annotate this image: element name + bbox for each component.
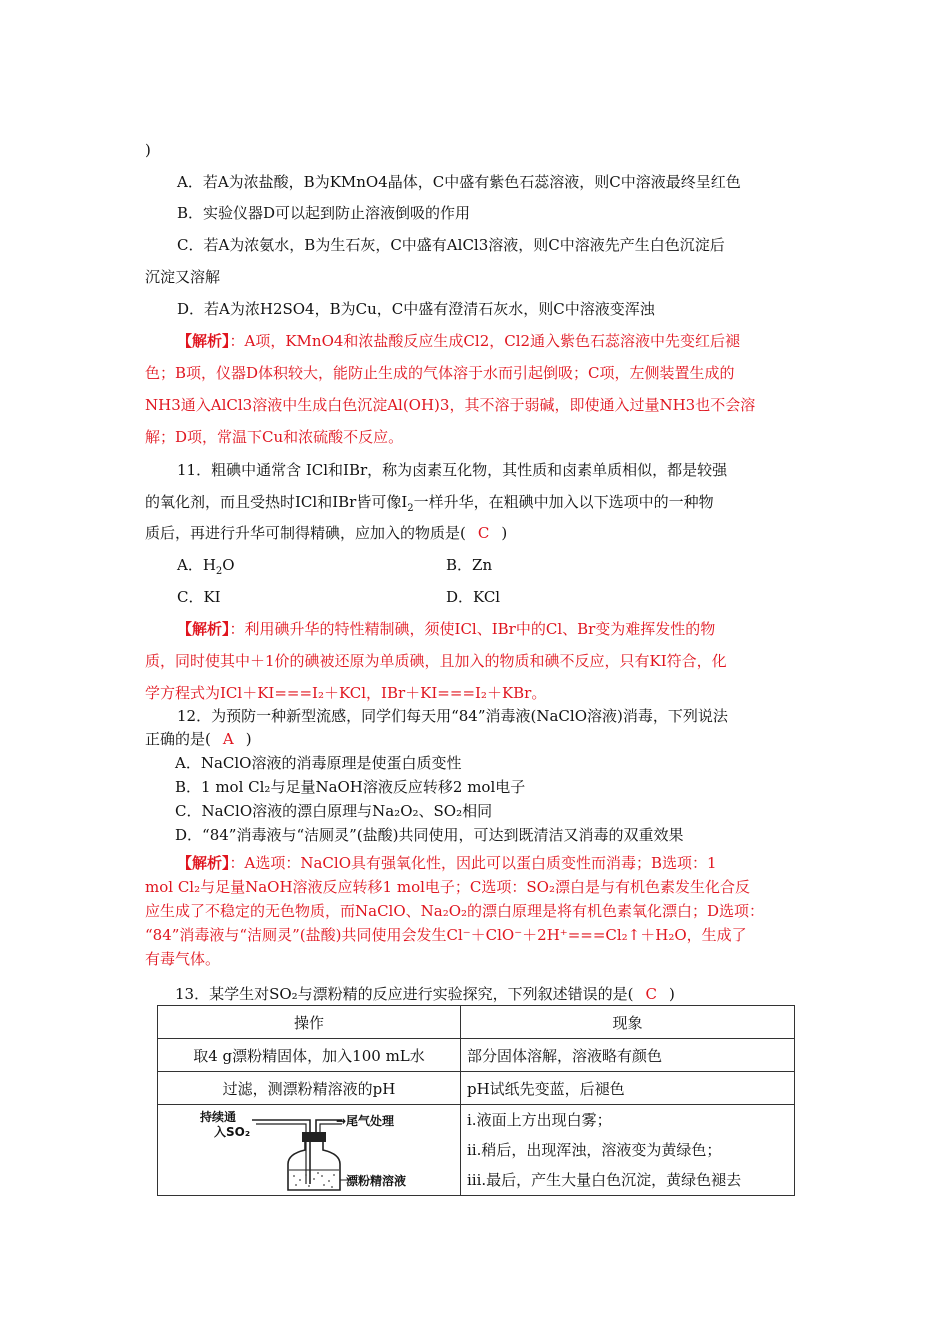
table-row: [158, 1039, 795, 1072]
q11-analysis-label: 【解析】: [177, 620, 230, 638]
q10-option-c-line1: C．若A为浓氨水，B为生石灰，C中盛有AlCl3溶液，则C中溶液先产生白色沉淀后: [177, 236, 725, 254]
diagram-label-inlet-2: 入SO₂: [214, 1125, 251, 1139]
q12-analysis-line4: “84”消毒液与“洁厕灵”(盐酸)共同使用会发生Cl⁻＋ClO⁻＋2H⁺===Cl₂↑＋H₂O，生成了: [145, 926, 747, 944]
table-cell-operation: 取4 g漂粉精固体，加入100 mL水: [158, 1039, 461, 1072]
q11-analysis-line1: 【解析】：利用碘升华的特性精制碘，须使ICl、IBr中的Cl、Br变为难挥发性的物: [177, 620, 716, 638]
q12-answer: A: [222, 730, 234, 748]
observation-item: ⅲ.最后，产生大量白色沉淀，黄绿色褪去: [467, 1171, 742, 1189]
apparatus-diagram: [158, 1106, 460, 1194]
observation-item: ⅱ.稍后，出现浑浊，溶液变为黄绿色；: [467, 1141, 722, 1159]
table-header-row: [158, 1006, 795, 1039]
q10-tail: ): [145, 141, 151, 159]
q13-experiment-table: [157, 1005, 795, 1196]
q12-option-d: D．“84”消毒液与“洁厕灵”(盐酸)共同使用，可达到既清洁又消毒的双重效果: [175, 826, 684, 844]
q10-analysis-line2: 色；B项，仪器D体积较大，能防止生成的气体溶于水而引起倒吸；C项，左侧装置生成的: [145, 364, 735, 382]
observation-item: ⅰ.液面上方出现白雾；: [467, 1111, 612, 1129]
q10-option-d: D．若A为浓H2SO4，B为Cu，C中盛有澄清石灰水，则C中溶液变浑浊: [177, 300, 655, 318]
q10-analysis-label: 【解析】: [177, 332, 230, 350]
q13-answer: C: [645, 985, 658, 1003]
q11-analysis-line2: 质，同时使其中＋1价的碘被还原为单质碘，且加入的物质和碘不反应，只有KI符合，化: [145, 652, 727, 670]
q12-option-a: A．NaClO溶液的消毒原理是使蛋白质变性: [175, 754, 462, 772]
q11-answer: C: [477, 524, 490, 542]
q12-analysis-line5: 有毒气体。: [145, 950, 221, 968]
table-header-phenomenon: 现象: [461, 1006, 795, 1039]
q11-stem-line3: 质后，再进行升华可制得精碘，应加入的物质是( C ): [145, 524, 508, 542]
q11-stem-line1: 11．粗碘中通常含 ICl和IBr，称为卤素互化物，其性质和卤素单质相似，都是较强: [177, 461, 728, 479]
q10-analysis-line3: NH3通入AlCl3溶液中生成白色沉淀Al(OH)3，其不溶于弱碱，即使通入过量NH3也不会溶: [145, 396, 756, 414]
q10-option-b: B．实验仪器D可以起到防止溶液倒吸的作用: [177, 204, 471, 222]
q13-stem: 13．某学生对SO₂与漂粉精的反应进行实验探究，下列叙述错误的是( C ): [175, 985, 675, 1003]
q12-analysis-line2: mol Cl₂与足量NaOH溶液反应转移1 mol电子；C选项：SO₂漂白是与有机色素发生化合反: [145, 878, 750, 896]
q10-option-a: A．若A为浓盐酸，B为KMnO4晶体，C中盛有紫色石蕊溶液，则C中溶液最终呈红色: [177, 173, 741, 191]
q10-analysis-line4: 解；D项，常温下Cu和浓硫酸不反应。: [145, 428, 404, 446]
q12-option-c: C．NaClO溶液的漂白原理与Na₂O₂、SO₂相同: [175, 802, 493, 820]
diagram-label-exhaust: →尾气处理: [336, 1114, 395, 1128]
q11-option-a: A．$H_2O$: [177, 556, 235, 577]
q11-stem-line2: 的氧化剂，而且受热时ICl和IBr皆可像$I_2$一样升华，在粗碘中加入以下选项中的一种物: [145, 493, 714, 514]
q10-option-c-line2: 沉淀又溶解: [145, 268, 221, 286]
q11-option-b: B．Zn: [446, 556, 493, 574]
q12-stem-line1: 12．为预防一种新型流感，同学们每天用“84”消毒液(NaClO溶液)消毒，下列说法: [177, 707, 728, 725]
table-cell-phenomenon: 部分固体溶解，溶液略有颜色: [461, 1039, 795, 1072]
q12-analysis-line3: 应生成了不稳定的无色物质，而NaClO、Na₂O₂的漂白原理是将有机色素氧化漂白；D选项：: [145, 902, 765, 920]
table-cell-apparatus: [158, 1105, 461, 1196]
diagram-label-inlet-1: 持续通: [200, 1110, 237, 1124]
q11-analysis-line3: 学方程式为ICl＋KI===I₂＋KCl，IBr＋KI===I₂＋KBr。: [145, 684, 547, 702]
q12-stem-line2: 正确的是( A ): [145, 730, 252, 748]
diagram-label-solution: 漂粉精溶液: [346, 1174, 407, 1188]
table-row: [158, 1072, 795, 1105]
table-row: [158, 1105, 795, 1196]
q12-option-b: B．1 mol Cl₂与足量NaOH溶液反应转移2 mol电子: [175, 778, 526, 796]
table-cell-observations: [461, 1105, 795, 1196]
table-header-operation: 操作: [158, 1006, 461, 1039]
q11-option-d: D．KCl: [446, 588, 501, 606]
table-cell-operation: 过滤，测漂粉精溶液的pH: [158, 1072, 461, 1105]
q12-analysis-label: 【解析】: [177, 854, 230, 872]
q10-analysis-line1: 【解析】：A项，KMnO4和浓盐酸反应生成Cl2，Cl2通入紫色石蕊溶液中先变红后褪: [177, 332, 741, 350]
q12-analysis-line1: 【解析】：A选项：NaClO具有强氧化性，因此可以蛋白质变性而消毒；B选项：1: [177, 854, 717, 872]
table-cell-phenomenon: pH试纸先变蓝，后褪色: [461, 1072, 795, 1105]
q11-option-c: C．KI: [177, 588, 221, 606]
